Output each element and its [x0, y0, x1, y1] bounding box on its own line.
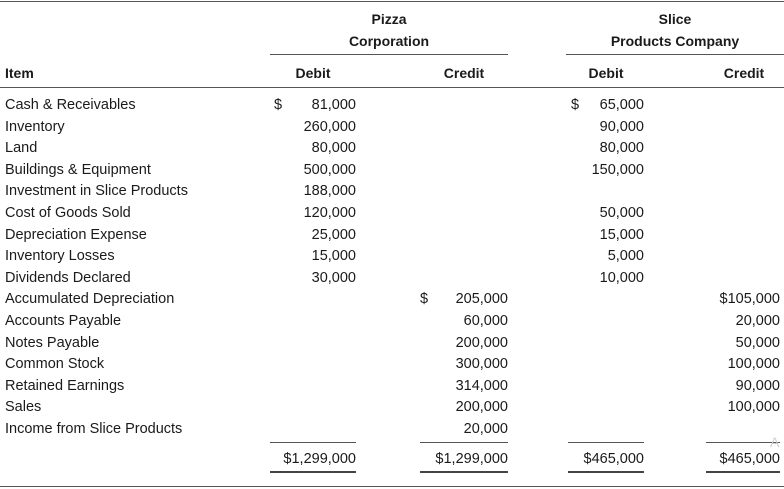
pizza-header-rule — [270, 54, 508, 55]
slice-debit-cell: 80,000 — [599, 140, 644, 157]
item-label: Income from Slice Products — [5, 421, 183, 437]
pizza-debit-dollar: $ — [274, 97, 283, 113]
slice-debit-cell: 50,000 — [599, 205, 644, 221]
item-label: Inventory Losses — [5, 248, 115, 265]
item-label: Common Stock — [5, 356, 105, 373]
item-label: Depreciation Expense — [5, 226, 147, 243]
slice-debit-total-rule — [568, 442, 644, 443]
slice-credit-cell: 90,000 — [735, 377, 780, 394]
slice-header-line2: Products Company — [610, 33, 740, 49]
slice-debit-cell: 65,000 — [599, 97, 644, 113]
item-header: Item — [5, 65, 34, 81]
slice-debit-total: $465,000 — [583, 451, 644, 467]
slice-debit-double-rule — [568, 471, 644, 473]
pizza-credit-total-rule — [420, 442, 508, 443]
slice-debit-cell: 150,000 — [591, 161, 644, 178]
pizza-debit-cell: 81,000 — [311, 97, 356, 113]
slice-credit-cell: 50,000 — [735, 334, 780, 351]
slice-debit-cell: 15,000 — [599, 226, 644, 243]
pizza-header-line1: Pizza — [371, 11, 407, 27]
slice-credit-total-rule — [706, 442, 780, 443]
slice-credit-header: Credit — [723, 65, 765, 81]
watermark-letter: A — [770, 434, 780, 450]
pizza-debit-header: Debit — [295, 65, 331, 81]
pizza-credit-header: Credit — [443, 65, 485, 81]
item-label: Notes Payable — [5, 334, 100, 351]
pizza-credit-cell: 205,000 — [455, 291, 508, 308]
pizza-credit-cell: 60,000 — [463, 313, 508, 329]
pizza-debit-cell: 188,000 — [303, 183, 356, 200]
pizza-credit-cell: 314,000 — [455, 377, 508, 394]
slice-credit-cell: 100,000 — [727, 399, 780, 416]
pizza-debit-cell: 30,000 — [311, 269, 356, 286]
slice-debit-cell: 10,000 — [599, 269, 644, 286]
slice-credit-cell: 20,000 — [735, 313, 780, 329]
pizza-credit-cell: 20,000 — [463, 421, 508, 437]
pizza-credit-dollar: $ — [420, 291, 429, 308]
pizza-credit-cell: 200,000 — [455, 399, 508, 416]
item-label: Buildings & Equipment — [5, 161, 151, 178]
column-header-rule — [0, 87, 784, 88]
item-label: Cost of Goods Sold — [5, 205, 131, 221]
item-label: Sales — [5, 399, 42, 416]
pizza-header-line2: Corporation — [348, 33, 430, 49]
bottom-rule — [0, 486, 784, 487]
pizza-debit-total: $1,299,000 — [283, 451, 356, 467]
slice-debit-cell: 5,000 — [607, 248, 644, 265]
item-label: Land — [5, 140, 38, 157]
item-label: Inventory — [5, 118, 65, 135]
slice-credit-cell: 100,000 — [727, 356, 780, 373]
pizza-credit-cell: 300,000 — [455, 356, 508, 373]
pizza-debit-double-rule — [270, 471, 356, 473]
slice-credit-total: $465,000 — [719, 451, 780, 467]
slice-debit-header: Debit — [588, 65, 624, 81]
pizza-debit-cell: 500,000 — [303, 161, 356, 178]
slice-debit-cell: 90,000 — [599, 118, 644, 135]
pizza-debit-cell: 260,000 — [303, 118, 356, 135]
pizza-credit-double-rule — [420, 471, 508, 473]
top-rule — [0, 1, 784, 2]
item-label: Retained Earnings — [5, 377, 125, 394]
pizza-credit-cell: 200,000 — [455, 334, 508, 351]
pizza-debit-cell: 120,000 — [303, 205, 356, 221]
slice-header-rule — [566, 54, 784, 55]
item-label: Accounts Payable — [5, 313, 122, 329]
slice-credit-cell: $105,000 — [719, 291, 780, 308]
item-label: Dividends Declared — [5, 269, 131, 286]
slice-credit-double-rule — [706, 471, 780, 473]
pizza-debit-total-rule — [270, 442, 356, 443]
item-label: Cash & Receivables — [5, 97, 136, 113]
slice-header-line1: Slice — [658, 11, 692, 27]
item-label: Accumulated Depreciation — [5, 291, 175, 308]
item-label: Investment in Slice Products — [5, 183, 188, 200]
pizza-credit-total: $1,299,000 — [435, 451, 508, 467]
slice-debit-dollar: $ — [571, 97, 580, 113]
pizza-debit-cell: 15,000 — [311, 248, 356, 265]
pizza-debit-cell: 80,000 — [311, 140, 356, 157]
pizza-debit-cell: 25,000 — [311, 226, 356, 243]
